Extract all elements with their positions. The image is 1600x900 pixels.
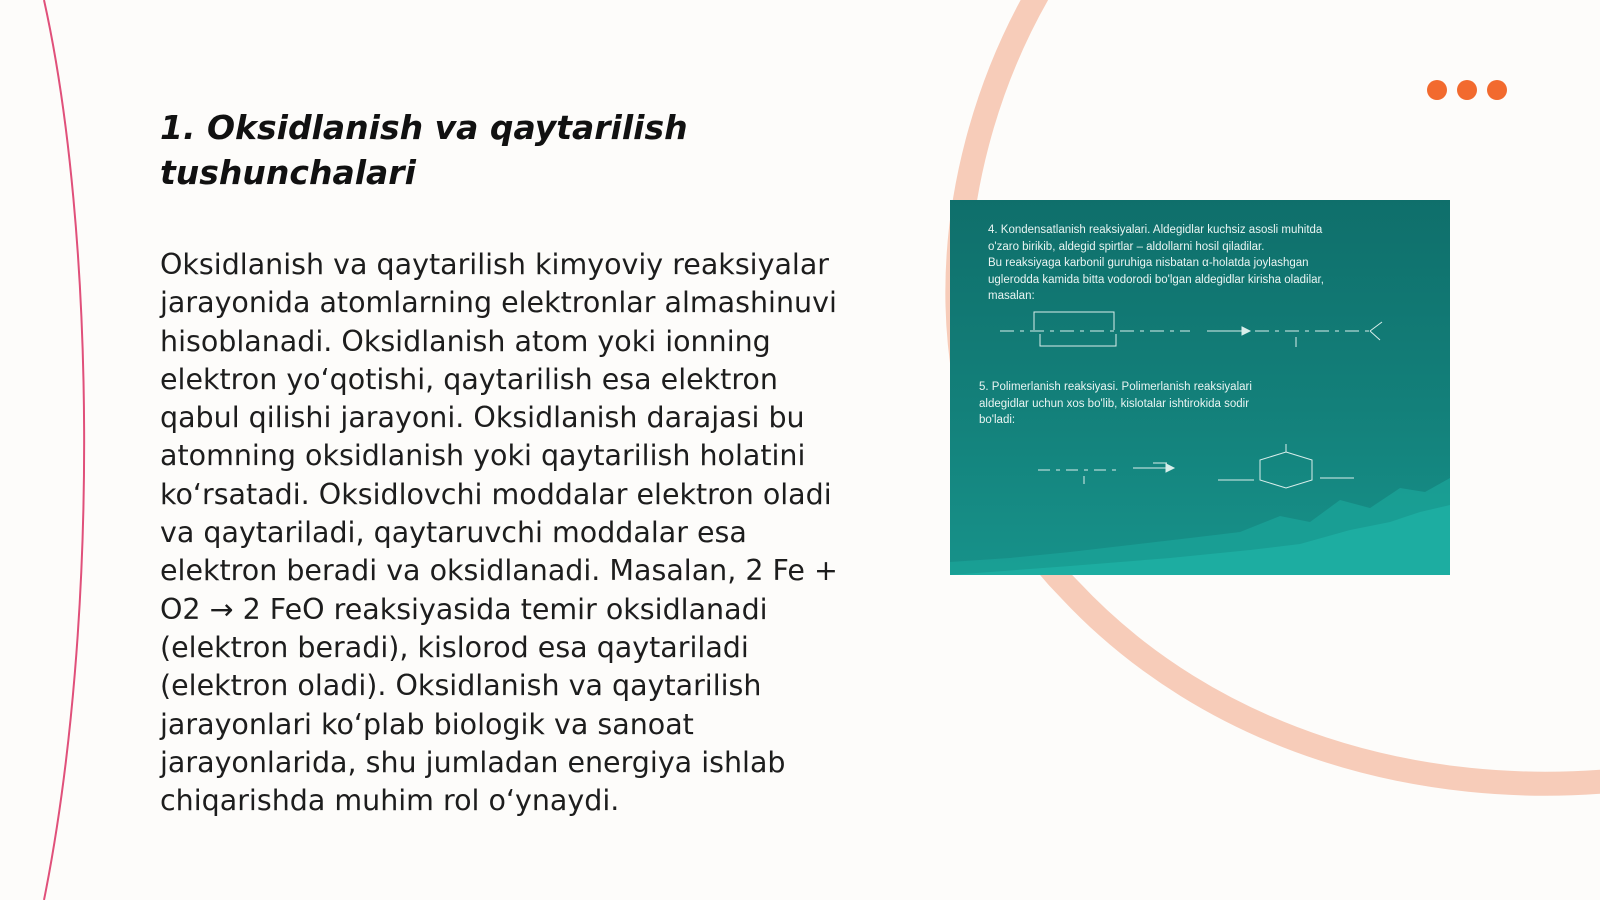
figure-text-line: masalan: — [988, 290, 1035, 302]
figure-text-line: o'zaro birikib, aldegid spirtlar – aldollarni hosil qiladilar. — [988, 240, 1265, 253]
polymerization-scheme — [1038, 444, 1354, 488]
chemistry-reaction-figure — [950, 200, 1450, 575]
title-line: tushunchalari — [160, 153, 416, 192]
figure-text-line: 4. Kondensatlanish reaksiyalari. Aldegidlar kuchsiz asosli muhitda — [988, 224, 1323, 236]
slide-body-text: Oksidlanish va qaytarilish kimyoviy reaksiyalar jarayonida atomlarning elektronlar almashinuvi hisoblanadi. Oksidlanish atom yoki ionning elektron yo‘qotishi, qaytarilish esa elektron qabul qilishi jarayoni. Oksidlanish darajasi bu atomning oksidlanish yoki qaytarilish holatini ko‘rsatadi. Oksidlovchi moddalar elektron oladi va qaytariladi, qaytaruvchi moddalar esa elektron beradi va oksidlanadi. Masalan, 2 Fe + O2 → 2 FeO reaksiyasida temir oksidlanadi (elektron beradi), kislorod esa qaytariladi (elektron oladi). Oksidlanish va qaytarilish jarayonlari ko‘plab biologik va sanoat jarayonlarida, shu jumladan energiya ishlab chiqarishda muhim rol o‘ynaydi. — [160, 248, 838, 818]
figure-text-line: Bu reaksiyaga karbonil guruhiga nisbatan α-holatda joylashgan — [988, 257, 1309, 269]
condensation-reaction-text — [988, 222, 1428, 305]
orange-dot — [1427, 80, 1447, 100]
slide-title — [160, 105, 780, 195]
orange-dot — [1487, 80, 1507, 100]
menu-dots — [1427, 80, 1507, 100]
figure-text-line: 5. Polimerlanish reaksiyasi. Polimerlanish reaksiyalari — [979, 381, 1252, 393]
figure-text-line: bo'ladi: — [979, 414, 1016, 426]
title-line: 1. Oksidlanish va qaytarilish — [160, 108, 688, 147]
polymerization-reaction-text — [979, 379, 1399, 429]
figure-text-line: uglerodda kamida bitta vodorodi bo'lgan aldegidlar kirisha oladilar, — [988, 273, 1324, 286]
figure-text-line: aldegidlar uchun xos bo'lib, kislotalar ishtirokida sodir — [979, 397, 1250, 410]
orange-dot — [1457, 80, 1477, 100]
aldol-reaction-scheme — [1000, 312, 1382, 347]
left-edge-line — [44, 0, 84, 900]
